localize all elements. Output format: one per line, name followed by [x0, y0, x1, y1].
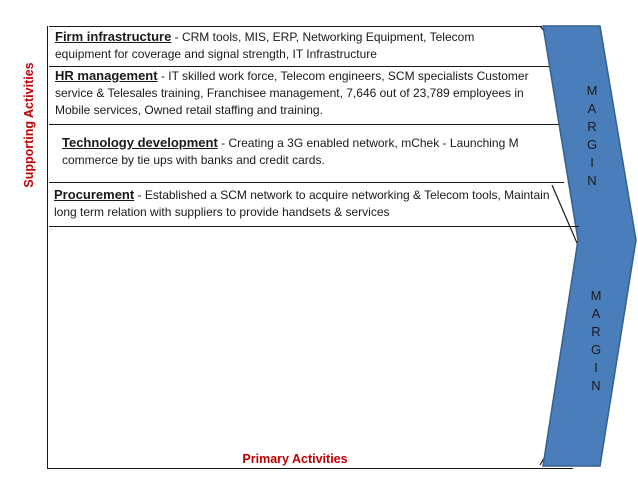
divider: [49, 226, 579, 227]
row-title: Firm infrastructure: [55, 29, 172, 44]
margin-label-top: [582, 82, 602, 190]
divider: [49, 124, 559, 125]
supporting-activities-label: Supporting Activities: [22, 62, 36, 188]
row-hr-management: [55, 67, 545, 119]
row-title: Procurement: [54, 187, 135, 202]
row-technology-development: [62, 134, 552, 169]
margin-letter: N: [587, 173, 597, 188]
margin-letter: M: [590, 288, 602, 303]
divider: [49, 182, 564, 183]
row-text: - Creating a 3G enabled network, mChek - Launching M commerce by tie ups with banks and credit cards.: [62, 136, 519, 167]
primary-activities-label: Primary Activities: [242, 452, 348, 466]
margin-letter: I: [594, 360, 598, 375]
margin-letter: N: [591, 378, 601, 393]
margin-letter: A: [587, 101, 597, 116]
row-text: - IT skilled work force, Telecom engineers, SCM specialists Customer service & Telesales training, Franchisee management, 7,646 out of 23,789 employees in Mobile services, Owned retail staffing and training.: [55, 69, 529, 117]
row-title: Technology development: [62, 135, 218, 150]
margin-letter: G: [590, 342, 602, 357]
margin-letter: R: [587, 119, 597, 134]
margin-letter: M: [586, 83, 598, 98]
margin-label-bottom: [586, 287, 606, 395]
top-divider: [49, 26, 542, 27]
margin-letter: G: [586, 137, 598, 152]
row-text: - CRM tools, MIS, ERP, Networking Equipment, Telecom equipment for coverage and signal strength, IT Infrastructure: [55, 30, 475, 61]
margin-letter: A: [591, 306, 601, 321]
row-procurement: [54, 186, 554, 221]
margin-letter: R: [591, 324, 601, 339]
row-title: HR management: [55, 68, 158, 83]
row-text: - Established a SCM network to acquire networking & Telecom tools, Maintain long term relation with suppliers to provide handsets & services: [54, 188, 550, 219]
margin-letter: I: [590, 155, 594, 170]
row-firm-infrastructure: [55, 28, 530, 63]
